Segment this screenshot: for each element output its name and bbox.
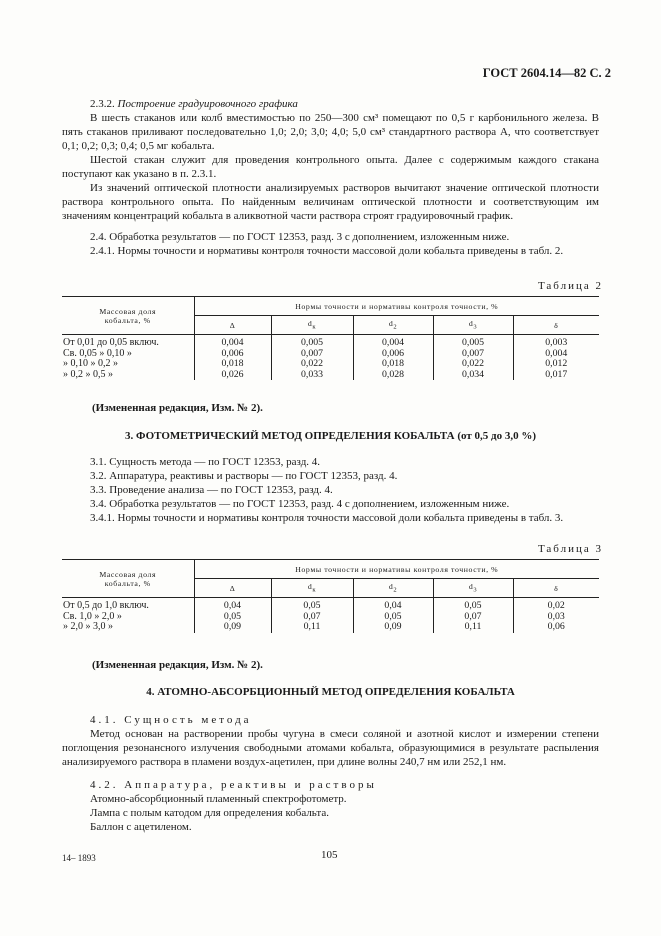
table-row: От 0,01 до 0,05 включ. 0,004 0,005 0,004 0,005 0,003	[62, 335, 599, 349]
table-row: » 0,10 » 0,2 » 0,018 0,022 0,018 0,022 0,012	[62, 359, 599, 370]
column-header-d2: $d_2$	[353, 579, 433, 598]
clause-title: Построение градуировочного графика	[117, 98, 298, 110]
column-header-dk: $d_к$	[271, 579, 353, 598]
column-header-dk: $d_к$	[271, 316, 353, 335]
list-item: Лампа с полым катодом для определения кобальта.	[90, 807, 329, 819]
column-header-mass-fraction: Массовая доля кобальта, %	[62, 560, 194, 598]
clause-2-3-2-heading	[62, 97, 599, 111]
page-number: 105	[321, 849, 338, 861]
paragraph: 3.3. Проведение анализа — по ГОСТ 12353, разд. 4.	[90, 484, 333, 496]
column-header-small-delta: δ	[513, 316, 599, 335]
list-item: Баллон с ацетиленом.	[90, 821, 192, 833]
paragraph: В шесть стаканов или колб вместимостью по 250—300 см³ помещают по 0,5 г карбонильного железа. В пять стаканов приливают последовательно 1,0; 2,0; 3,0; 4,0; 5,0 см³ стандартного раствора А, что соответствует 0,1; 0,2; 0,3; 0,4; 0,5 мг кобальта.	[62, 112, 599, 153]
paragraph: 3.2. Аппаратура, реактивы и растворы — по ГОСТ 12353, разд. 4.	[90, 470, 398, 482]
column-header-delta: Δ	[194, 316, 271, 335]
paragraph: 3.4. Обработка результатов — по ГОСТ 12353, разд. 4 с дополнением, изложенным ниже.	[90, 498, 510, 510]
column-header-mass-fraction: Массовая доля кобальта, %	[62, 297, 194, 335]
section-4-title: 4. АТОМНО-АБСОРБЦИОННЫЙ МЕТОД ОПРЕДЕЛЕНИЯ КОБАЛЬТА	[146, 686, 515, 698]
print-code: 14– 1893	[62, 853, 96, 863]
table-row: » 2,0 » 3,0 » 0,09 0,11 0,09 0,11 0,06	[62, 622, 599, 633]
column-header-d2: $d_2$	[353, 316, 433, 335]
column-header-d3: $d_3$	[433, 316, 513, 335]
table-row: » 0,2 » 0,5 » 0,026 0,033 0,028 0,034 0,017	[62, 370, 599, 381]
amendment-note: (Измененная редакция, Изм. № 2).	[92, 659, 263, 671]
column-group-header: Нормы точности и нормативы контроля точности, %	[194, 297, 599, 316]
column-group-header: Нормы точности и нормативы контроля точности, %	[194, 560, 599, 579]
clause-number: 2.3.2.	[90, 98, 115, 110]
list-item: Атомно-абсорбционный пламенный спектрофотометр.	[90, 793, 347, 805]
paragraph: Метод основан на растворении пробы чугуна в смеси соляной и азотной кислот и измерении степени поглощения резонансного излучения свободными атомами кобальта, образующимися в результате распыления анализируемого раствора в пламени воздух-ацетилен, при длине волны 240,7 нм или 252,1 нм.	[62, 728, 599, 769]
paragraph: Шестой стакан служит для проведения контрольного опыта. Далее с содержимым каждого стакана поступают как указано в п. 2.3.1.	[62, 154, 599, 181]
page-header: ГОСТ 2604.14—82 С. 2	[482, 66, 611, 80]
section-3-title: 3. ФОТОМЕТРИЧЕСКИЙ МЕТОД ОПРЕДЕЛЕНИЯ КОБАЛЬТА (от 0,5 до 3,0 %)	[124, 430, 537, 442]
table-2-caption: Таблица 2	[537, 280, 603, 292]
amendment-note: (Измененная редакция, Изм. № 2).	[92, 402, 263, 414]
clause-4-2-heading: 4.2. Аппаратура, реактивы и растворы	[90, 779, 377, 791]
column-header-d3: $d_3$	[433, 579, 513, 598]
column-header-small-delta: δ	[513, 579, 599, 598]
paragraph: 2.4.1. Нормы точности и нормативы контроля точности массовой доли кобальта приведены в табл. 2.	[90, 245, 564, 257]
table-row: От 0,5 до 1,0 включ. 0,04 0,05 0,04 0,05 0,02	[62, 598, 599, 612]
table-row: Св. 0,05 » 0,10 » 0,006 0,007 0,006 0,007 0,004	[62, 349, 599, 360]
clause-4-1-heading: 4.1. Сущность метода	[90, 714, 252, 726]
paragraph: 3.4.1. Нормы точности и нормативы контроля точности массовой доли кобальта приведены в табл. 3.	[90, 512, 564, 524]
table-3-caption: Таблица 3	[537, 543, 603, 555]
paragraph: Из значений оптической плотности анализируемых растворов вычитают значение оптической плотности раствора контрольного опыта. По найденным величинам оптической плотности и соответствующим им значениям концентраций кобальта в аликвотной части раствора строят градуировочный график.	[62, 182, 599, 223]
column-header-delta: Δ	[194, 579, 271, 598]
table-3	[62, 559, 599, 633]
paragraph: 3.1. Сущность метода — по ГОСТ 12353, разд. 4.	[90, 456, 321, 468]
paragraph: 2.4. Обработка результатов — по ГОСТ 12353, разд. 3 с дополнением, изложенным ниже.	[90, 231, 510, 243]
table-2	[62, 296, 599, 380]
table-row: Св. 1,0 » 2,0 » 0,05 0,07 0,05 0,07 0,03	[62, 612, 599, 623]
